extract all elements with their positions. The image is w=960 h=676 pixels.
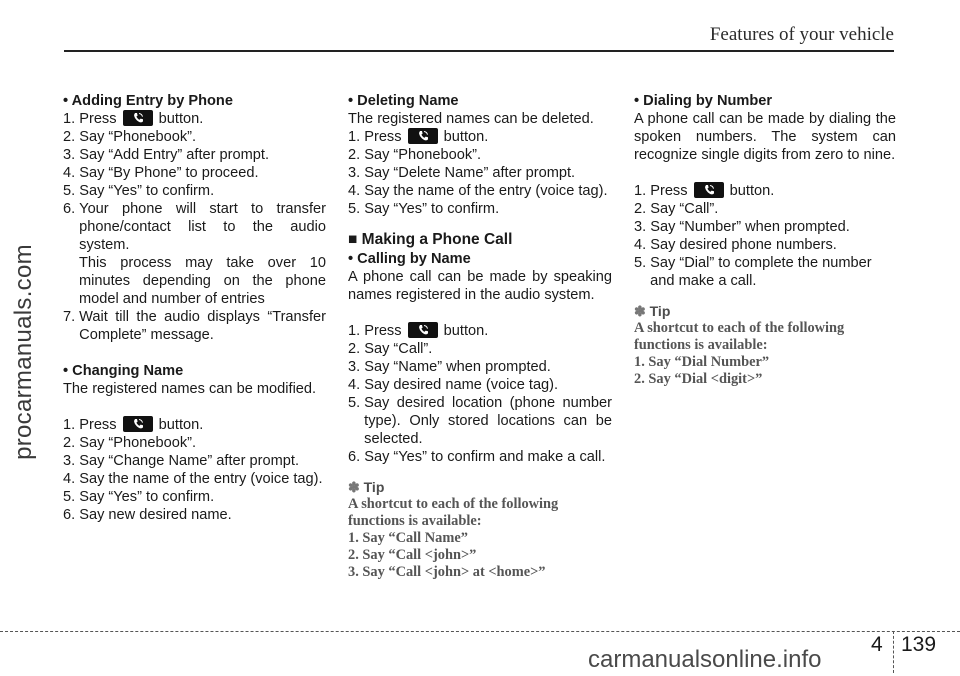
tip-body [348,496,612,581]
changing-step-6: 6. Say new desired name. [63,507,232,523]
calling-step-4: 4. Say desired name (voice tag). [348,377,559,393]
phone-talk-button-icon [408,322,438,338]
step-text: Say “Dial” to complete the number and make a call. [650,255,872,289]
phone-talk-button-icon [123,416,153,432]
tip-line: 1. Say “Dial Number” [634,354,770,370]
phone-talk-button-icon [694,182,724,198]
step-text: 1. Press [63,417,117,433]
step-text: button. [443,323,489,339]
dialing-step-1 [634,182,896,200]
changing-step-2: 2. Say “Phonebook”. [63,435,197,451]
calling-step-3: 3. Say “Name” when prompted. [348,359,551,375]
calling-step-6: 6. Say “Yes” to confirm and make a call. [348,449,606,465]
adding-step-6-note: This process may take over 10 minutes depending on the phone model and number of entries [79,255,326,307]
step-text: 1. Press [348,129,402,145]
chapter-number: 4 [871,633,883,656]
making-phone-call-section-title: ■ Making a Phone Call [348,231,513,248]
tip-line: A shortcut to each of the following functions is available: [634,320,845,353]
tip-heading [634,302,896,320]
tip-line: 2. Say “Dial <digit>” [634,371,763,387]
column-left [63,92,326,524]
deleting-intro: The registered names can be deleted. [348,111,594,127]
deleting-name-heading: • Deleting Name [348,93,459,109]
adding-step-1 [63,110,326,128]
page-header-title: Features of your vehicle [709,24,894,45]
calling-step-2: 2. Say “Call”. [348,341,433,357]
tip-heading [348,478,612,496]
deleting-step-3: 3. Say “Delete Name” after prompt. [348,165,576,181]
changing-step-1 [63,416,326,434]
column-middle [348,92,612,581]
step-number: 5. [348,395,361,411]
phone-talk-button-icon [408,128,438,144]
step-text: button. [158,417,204,433]
adding-step-3: 3. Say “Add Entry” after prompt. [63,147,270,163]
step-text: 1. Press [63,111,117,127]
dialing-step-4: 4. Say desired phone numbers. [634,237,837,253]
step-number: 6. [63,201,76,217]
adding-step-4: 4. Say “By Phone” to proceed. [63,165,259,181]
tip-label: Tip [649,303,671,319]
calling-by-name-heading: • Calling by Name [348,251,471,267]
footer-divider [893,631,894,673]
header-rule [64,50,894,52]
changing-intro: The registered names can be modified. [63,381,317,397]
step-number: 7. [63,309,76,325]
tip-line: A shortcut to each of the following functions is available: [348,496,559,529]
tip-label: Tip [363,479,385,495]
adding-entry-heading: • Adding Entry by Phone [63,93,233,109]
calling-intro: A phone call can be made by speaking names registered in the audio system. [348,269,612,303]
page-number: 139 [901,633,937,656]
side-watermark-text: procarmanuals.com [10,244,37,460]
dialing-step-5 [634,254,896,290]
step-text: button. [729,183,775,199]
tip-body [634,320,896,388]
step-text: Your phone will start to transfer phone/contact list to the audio system. [79,201,326,253]
step-text: 1. Press [348,323,402,339]
dialing-by-number-heading: • Dialing by Number [634,93,773,109]
adding-step-7 [63,308,326,344]
dialing-intro: A phone call can be made by dialing the spoken numbers. The system can recognize single digits from zero to nine. [634,111,896,163]
dialing-step-3: 3. Say “Number” when prompted. [634,219,850,235]
adding-step-6 [63,200,326,254]
side-watermark [0,0,46,676]
step-text: Wait till the audio displays “Transfer Complete” message. [79,309,326,343]
phone-talk-button-icon [123,110,153,126]
changing-name-heading: • Changing Name [63,363,184,379]
step-text: Say desired location (phone number type). Only stored locations can be selected. [364,395,612,447]
column-right [634,92,896,388]
step-number: 5. [634,255,647,271]
tip-line: 3. Say “Call <john> at <home>” [348,564,546,580]
deleting-step-4: 4. Say the name of the entry (voice tag). [348,183,608,199]
step-text: button. [443,129,489,145]
tip-line: 2. Say “Call <john>” [348,547,477,563]
changing-step-4: 4. Say the name of the entry (voice tag). [63,471,323,487]
step-text: button. [158,111,204,127]
tip-star-icon: ✽ [634,303,646,319]
deleting-step-2: 2. Say “Phonebook”. [348,147,482,163]
tip-line: 1. Say “Call Name” [348,530,468,546]
calling-step-5 [348,394,612,448]
deleting-step-5: 5. Say “Yes” to confirm. [348,201,500,217]
changing-step-3: 3. Say “Change Name” after prompt. [63,453,300,469]
bottom-watermark: carmanualsonline.info [588,646,822,673]
deleting-step-1 [348,128,612,146]
adding-step-5: 5. Say “Yes” to confirm. [63,183,215,199]
dialing-step-2: 2. Say “Call”. [634,201,719,217]
calling-step-1 [348,322,612,340]
adding-step-2: 2. Say “Phonebook”. [63,129,197,145]
tip-star-icon: ✽ [348,479,360,495]
step-text: 1. Press [634,183,688,199]
changing-step-5: 5. Say “Yes” to confirm. [63,489,215,505]
footer-rule [0,631,960,632]
